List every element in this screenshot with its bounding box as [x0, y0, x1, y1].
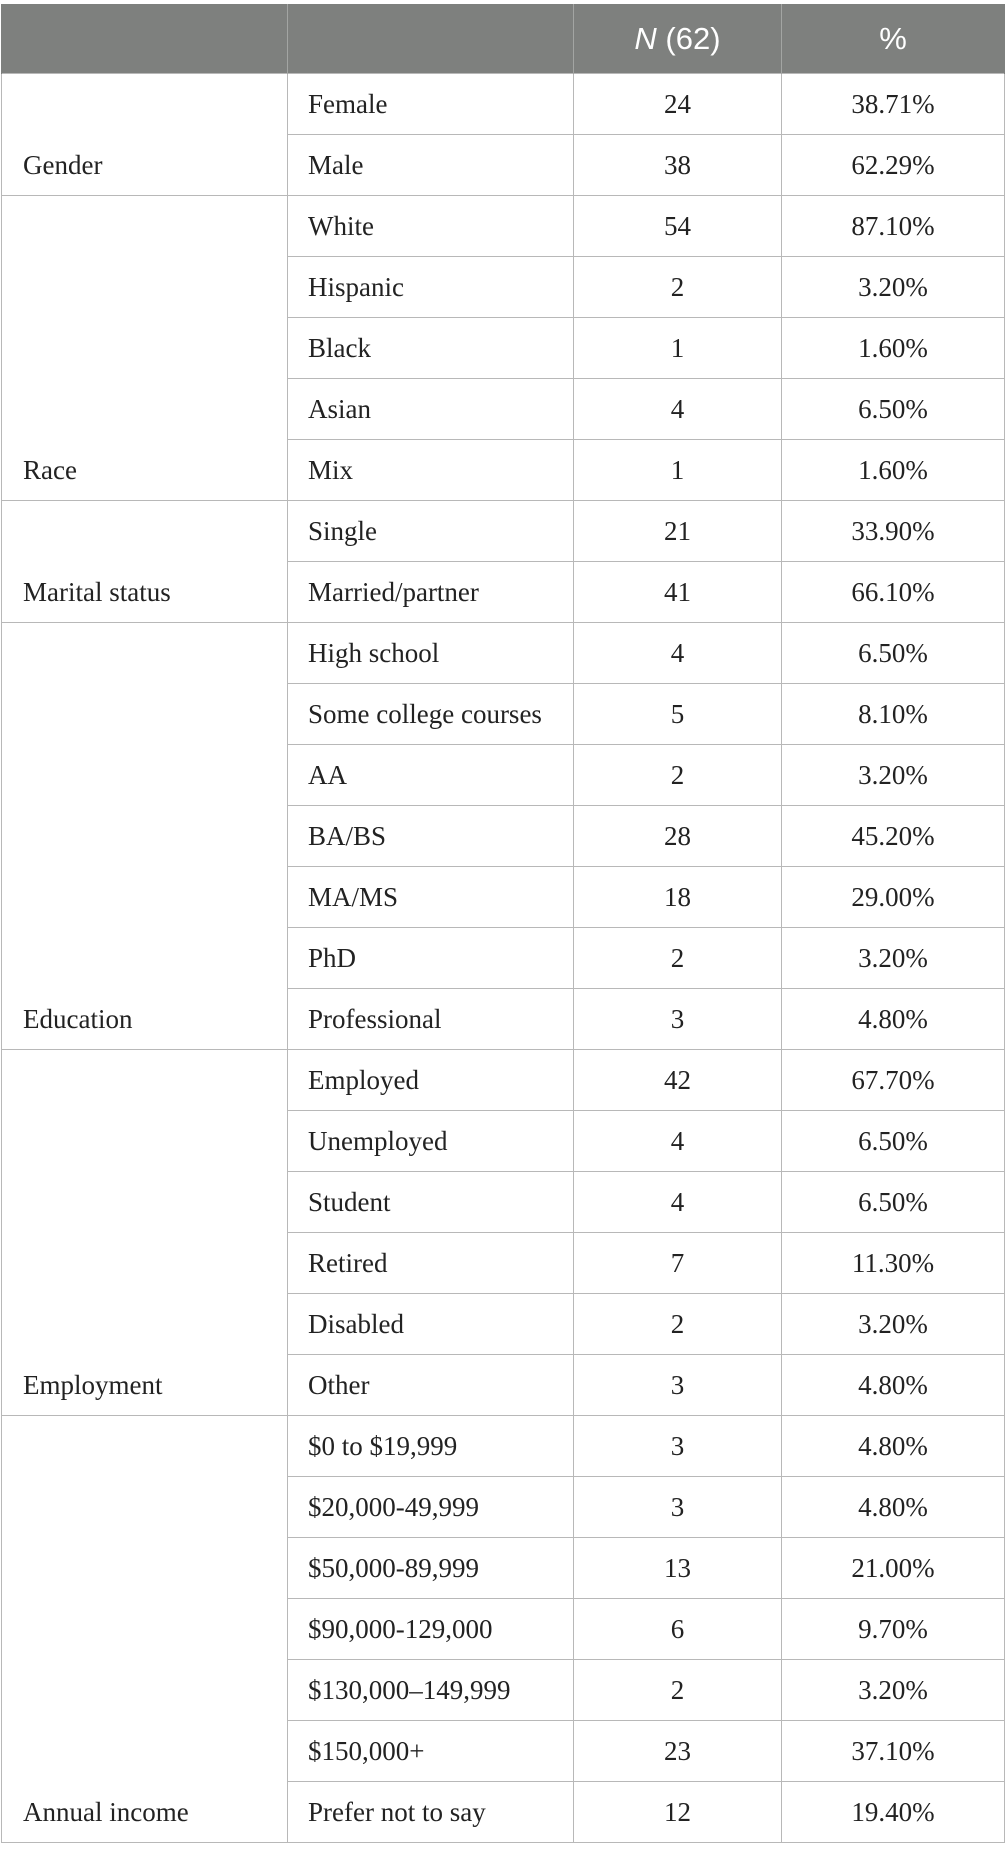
- percent-value: 3.20%: [782, 1660, 1005, 1721]
- group-label: Employment: [2, 1050, 288, 1416]
- item-label: BA/BS: [288, 806, 574, 867]
- percent-value: 29.00%: [782, 867, 1005, 928]
- item-label: Disabled: [288, 1294, 574, 1355]
- table-row: [2, 623, 1005, 684]
- count-value: 21: [574, 501, 782, 562]
- item-label: Employed: [288, 1050, 574, 1111]
- item-label: Student: [288, 1172, 574, 1233]
- percent-value: 4.80%: [782, 1355, 1005, 1416]
- count-value: 13: [574, 1538, 782, 1599]
- item-label: $150,000+: [288, 1721, 574, 1782]
- item-label: Female: [288, 74, 574, 135]
- count-value: 3: [574, 989, 782, 1050]
- percent-value: 6.50%: [782, 623, 1005, 684]
- percent-value: 6.50%: [782, 379, 1005, 440]
- group-label: Education: [2, 623, 288, 1050]
- percent-value: 21.00%: [782, 1538, 1005, 1599]
- percent-value: 45.20%: [782, 806, 1005, 867]
- item-label: Some college courses: [288, 684, 574, 745]
- percent-value: 33.90%: [782, 501, 1005, 562]
- item-label: AA: [288, 745, 574, 806]
- percent-value: 3.20%: [782, 928, 1005, 989]
- percent-value: 11.30%: [782, 1233, 1005, 1294]
- header-row: [2, 4, 1005, 74]
- item-label: Asian: [288, 379, 574, 440]
- item-label: $130,000–149,999: [288, 1660, 574, 1721]
- item-label: Prefer not to say: [288, 1782, 574, 1843]
- header-n-count: (62): [656, 20, 721, 56]
- count-value: 6: [574, 1599, 782, 1660]
- group-label: Gender: [2, 74, 288, 196]
- percent-value: 3.20%: [782, 257, 1005, 318]
- group-label: Marital status: [2, 501, 288, 623]
- count-value: 54: [574, 196, 782, 257]
- percent-value: 67.70%: [782, 1050, 1005, 1111]
- count-value: 41: [574, 562, 782, 623]
- percent-value: 1.60%: [782, 318, 1005, 379]
- percent-value: 38.71%: [782, 74, 1005, 135]
- item-label: Married/partner: [288, 562, 574, 623]
- header-category: [2, 4, 288, 74]
- count-value: 4: [574, 1172, 782, 1233]
- percent-value: 87.10%: [782, 196, 1005, 257]
- table-row: [2, 1416, 1005, 1477]
- item-label: Mix: [288, 440, 574, 501]
- percent-value: 66.10%: [782, 562, 1005, 623]
- header-percent: %: [782, 4, 1005, 74]
- demographics-table: [1, 4, 1005, 1843]
- table-body: [2, 74, 1005, 1843]
- percent-value: 9.70%: [782, 1599, 1005, 1660]
- count-value: 12: [574, 1782, 782, 1843]
- count-value: 24: [574, 74, 782, 135]
- item-label: Hispanic: [288, 257, 574, 318]
- table-row: [2, 1050, 1005, 1111]
- percent-value: 6.50%: [782, 1111, 1005, 1172]
- item-label: $50,000-89,999: [288, 1538, 574, 1599]
- item-label: Single: [288, 501, 574, 562]
- header-item: [288, 4, 574, 74]
- table-row: [2, 196, 1005, 257]
- item-label: High school: [288, 623, 574, 684]
- table-row: [2, 501, 1005, 562]
- header-n-label: N: [634, 20, 657, 56]
- count-value: 42: [574, 1050, 782, 1111]
- item-label: White: [288, 196, 574, 257]
- table-row: [2, 74, 1005, 135]
- percent-value: 6.50%: [782, 1172, 1005, 1233]
- item-label: $90,000-129,000: [288, 1599, 574, 1660]
- count-value: 38: [574, 135, 782, 196]
- count-value: 1: [574, 318, 782, 379]
- item-label: Unemployed: [288, 1111, 574, 1172]
- item-label: $0 to $19,999: [288, 1416, 574, 1477]
- item-label: Male: [288, 135, 574, 196]
- header-n: [574, 4, 782, 74]
- count-value: 7: [574, 1233, 782, 1294]
- count-value: 3: [574, 1416, 782, 1477]
- table-header: [2, 4, 1005, 74]
- count-value: 1: [574, 440, 782, 501]
- count-value: 3: [574, 1477, 782, 1538]
- group-label: Race: [2, 196, 288, 501]
- count-value: 5: [574, 684, 782, 745]
- count-value: 2: [574, 928, 782, 989]
- count-value: 4: [574, 1111, 782, 1172]
- percent-value: 4.80%: [782, 989, 1005, 1050]
- item-label: PhD: [288, 928, 574, 989]
- percent-value: 8.10%: [782, 684, 1005, 745]
- item-label: Retired: [288, 1233, 574, 1294]
- percent-value: 3.20%: [782, 1294, 1005, 1355]
- count-value: 2: [574, 257, 782, 318]
- count-value: 2: [574, 1660, 782, 1721]
- percent-value: 4.80%: [782, 1477, 1005, 1538]
- percent-value: 62.29%: [782, 135, 1005, 196]
- count-value: 4: [574, 379, 782, 440]
- item-label: $20,000-49,999: [288, 1477, 574, 1538]
- percent-value: 1.60%: [782, 440, 1005, 501]
- count-value: 4: [574, 623, 782, 684]
- percent-value: 19.40%: [782, 1782, 1005, 1843]
- count-value: 3: [574, 1355, 782, 1416]
- percent-value: 4.80%: [782, 1416, 1005, 1477]
- group-label: Annual income: [2, 1416, 288, 1843]
- percent-value: 3.20%: [782, 745, 1005, 806]
- count-value: 18: [574, 867, 782, 928]
- item-label: Professional: [288, 989, 574, 1050]
- item-label: Black: [288, 318, 574, 379]
- item-label: Other: [288, 1355, 574, 1416]
- item-label: MA/MS: [288, 867, 574, 928]
- count-value: 23: [574, 1721, 782, 1782]
- count-value: 28: [574, 806, 782, 867]
- count-value: 2: [574, 1294, 782, 1355]
- count-value: 2: [574, 745, 782, 806]
- percent-value: 37.10%: [782, 1721, 1005, 1782]
